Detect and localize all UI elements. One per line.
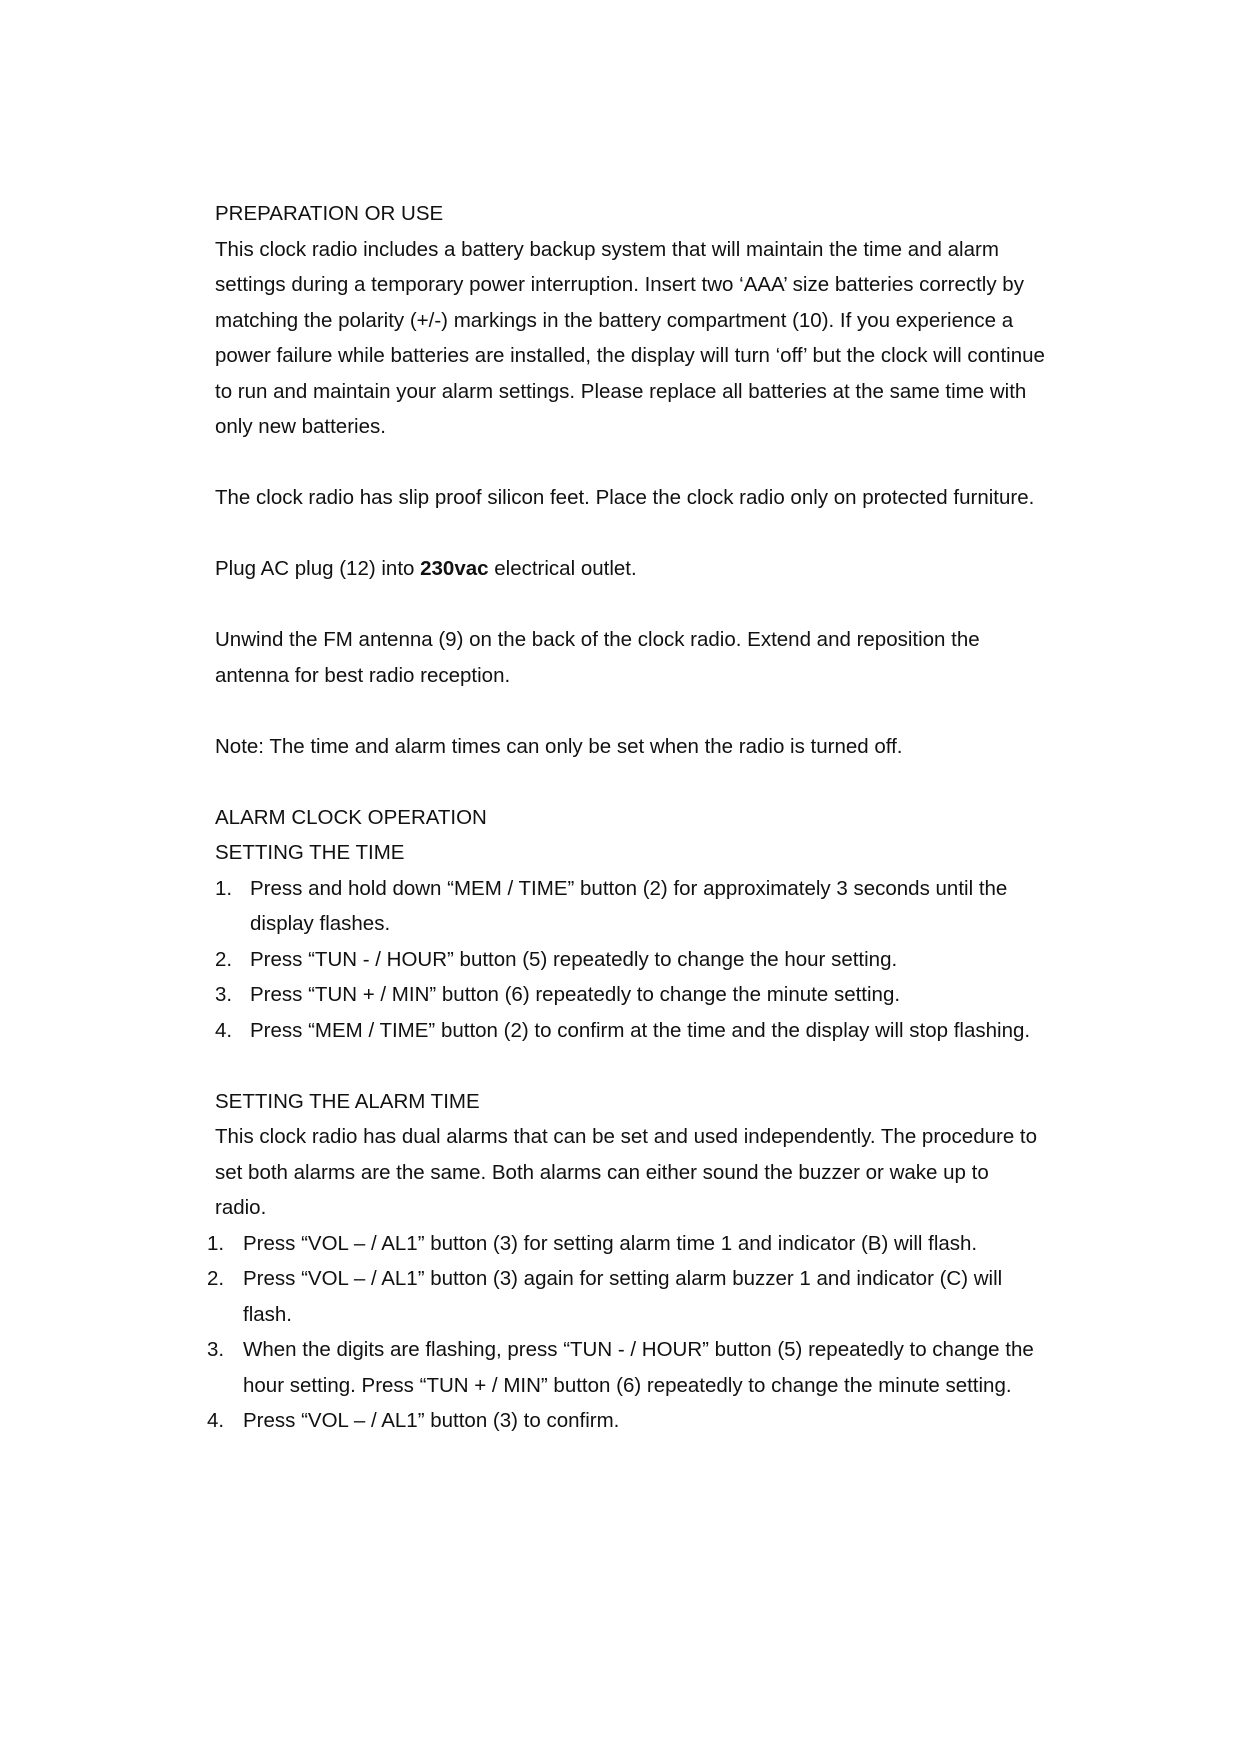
spacer — [215, 516, 1045, 552]
silicon-feet-paragraph: The clock radio has slip proof silicon feet. Place the clock radio only on protected furniture. — [215, 486, 1035, 509]
step-text: Press “VOL – / AL1” button (3) to confirm. — [243, 1409, 620, 1432]
fm-antenna-paragraph: Unwind the FM antenna (9) on the back of the clock radio. Extend and reposition the antenna for best radio reception. — [215, 628, 980, 687]
step-text: Press and hold down “MEM / TIME” button (2) for approximately 3 seconds until the display flashes. — [250, 876, 1008, 935]
setting-alarm-steps — [207, 1226, 1045, 1439]
ac-plug-text-start: Plug AC plug (12) into — [215, 557, 421, 580]
spacer — [215, 587, 1045, 623]
ac-plug-paragraph — [215, 551, 1045, 587]
step-text: When the digits are flashing, press “TUN - / HOUR” button (5) repeatedly to change the hour setting. Press “TUN + / MIN” button (6) repeatedly to change the minute setting. — [243, 1338, 1034, 1397]
list-item — [215, 977, 1045, 1013]
list-item — [207, 1261, 1045, 1332]
spacer — [215, 693, 1045, 729]
step-number: 4. — [207, 1409, 225, 1432]
list-item — [215, 942, 1045, 978]
note-paragraph: Note: The time and alarm times can only be set when the radio is turned off. — [215, 734, 903, 758]
spacer — [215, 764, 1045, 800]
list-item — [207, 1226, 1045, 1262]
spacer — [215, 1048, 1045, 1084]
step-number: 3. — [215, 983, 233, 1006]
ac-plug-text-end: electrical outlet. — [488, 557, 637, 580]
battery-backup-paragraph: This clock radio includes a battery backup system that will maintain the time and alarm settings during a temporary power interruption. Insert two ‘AAA’ size batteries correctly by matching the polarity (+/-) markings in the battery compartment (10). If you experience a power failure while batteries are installed, the display will turn ‘off’ but the clock will continue to run and maintain your alarm settings. Please replace all batteries at the same time with only new batteries. — [215, 237, 1045, 438]
preparation-heading: PREPARATION OR USE — [215, 202, 444, 225]
step-number: 2. — [207, 1267, 225, 1290]
setting-the-time-heading: SETTING THE TIME — [215, 841, 405, 864]
list-item — [207, 1403, 1045, 1439]
step-text: Press “MEM / TIME” button (2) to confirm at the time and the display will stop flashing. — [250, 1018, 1031, 1042]
step-number: 4. — [215, 1018, 233, 1042]
list-item — [215, 1013, 1045, 1049]
setting-alarm-time-heading: SETTING THE ALARM TIME — [215, 1089, 480, 1113]
document-page — [207, 196, 1045, 1439]
step-number: 2. — [215, 947, 233, 971]
dual-alarm-paragraph: This clock radio has dual alarms that can be set and used independently. The procedure to set both alarms are the same. Both alarms can either sound the buzzer or wake up to radio. — [215, 1125, 1038, 1219]
step-number: 3. — [207, 1338, 225, 1361]
alarm-clock-operation-heading: ALARM CLOCK OPERATION — [215, 805, 487, 829]
step-text: Press “VOL – / AL1” button (3) again for setting alarm buzzer 1 and indicator (C) will flash. — [243, 1267, 1003, 1326]
list-item — [207, 1332, 1045, 1403]
step-number: 1. — [215, 876, 233, 900]
step-text: Press “VOL – / AL1” button (3) for setting alarm time 1 and indicator (B) will flash. — [243, 1231, 978, 1255]
step-text: Press “TUN + / MIN” button (6) repeatedly to change the minute setting. — [250, 983, 901, 1006]
list-item — [215, 871, 1045, 942]
spacer — [215, 445, 1045, 481]
step-number: 1. — [207, 1231, 225, 1255]
step-text: Press “TUN - / HOUR” button (5) repeatedly to change the hour setting. — [250, 947, 898, 971]
voltage-value: 230vac — [420, 557, 489, 580]
setting-time-steps — [215, 871, 1045, 1049]
